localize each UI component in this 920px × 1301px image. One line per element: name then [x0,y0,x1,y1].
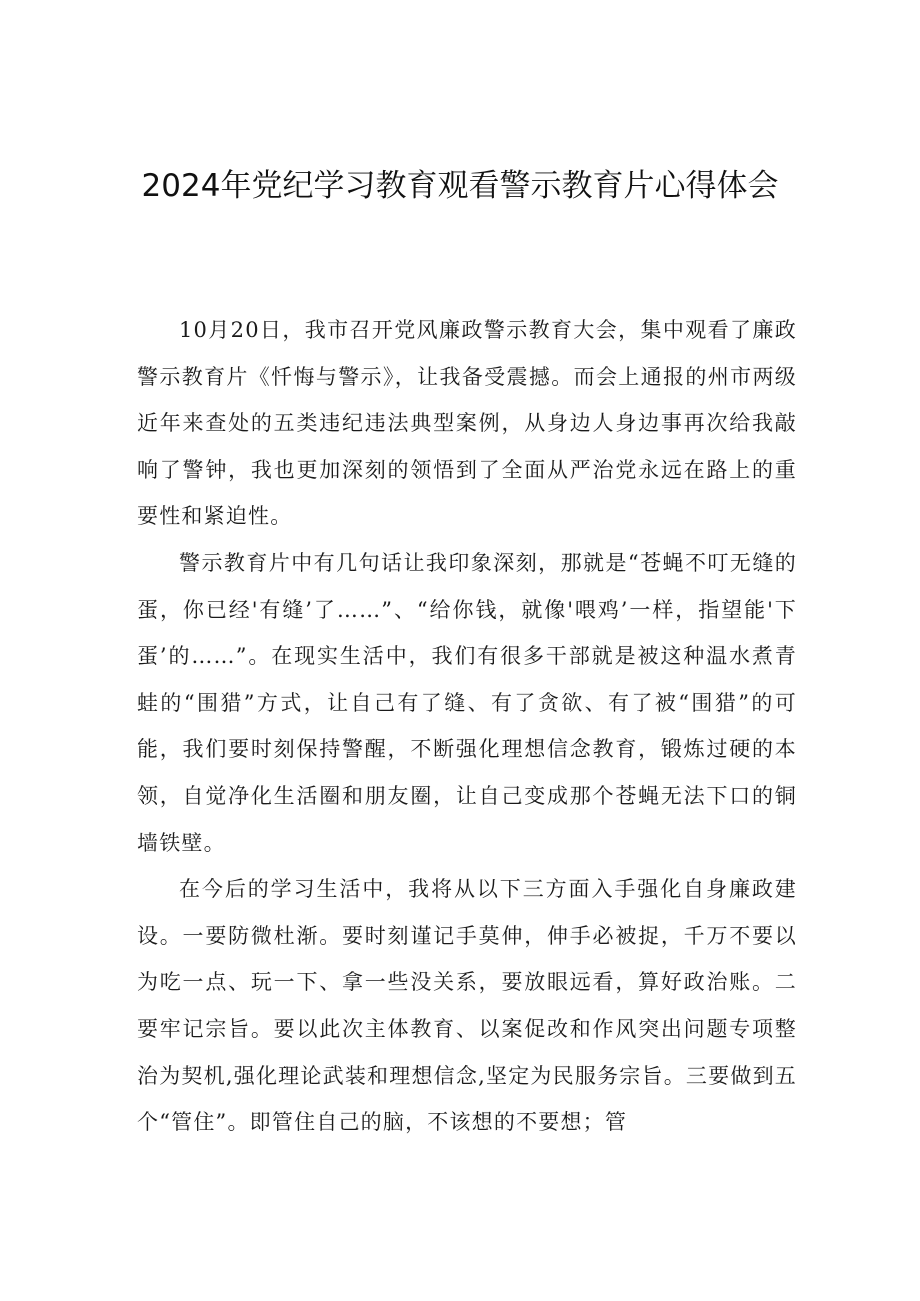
paragraph-3: 在今后的学习生活中，我将从以下三方面入手强化自身廉政建设。一要防微杜渐。要时刻谨记手莫伸，伸手必被捉，千万不要以为吃一点、玩一下、拿一些没关系，要放眼远看，算好政治账。二要牢记宗旨。要以此次主体教育、以案促改和作风突出问题专项整治为契机,强化理论武装和理想信念,坚定为民服务宗旨。三要做到五个“管住”。即管住自己的脑，不该想的不要想；管 [137,877,797,1135]
page-title: 2024年党纪学习教育观看警示教育片心得体会 [141,168,779,204]
paragraph-1: 10月20日，我市召开党风廉政警示教育大会，集中观看了廉政警示教育片《忏悔与警示》，让我备受震撼。而会上通报的州市两级近年来查处的五类违纪违法典型案例，从身边人身边事再次给我敲响了警钟，我也更加深刻的领悟到了全面从严治党永远在路上的重要性和紧迫性。 [137,318,797,529]
document-body [137,307,797,1146]
paragraph-2: 警示教育片中有几句话让我印象深刻，那就是“苍蝇不叮无缝的蛋，你已经'有缝’了……”、“给你钱，就像'喂鸡’一样，指望能'下蛋’的……”。在现实生活中，我们有很多干部就是被这种温水煮青蛙的“围猎”方式，让自己有了缝、有了贪欲、有了被“围猎”的可能，我们要时刻保持警醒，不断强化理想信念教育，锻炼过硬的本领，自觉净化生活圈和朋友圈，让自己变成那个苍蝇无法下口的铜墙铁壁。 [137,550,797,855]
